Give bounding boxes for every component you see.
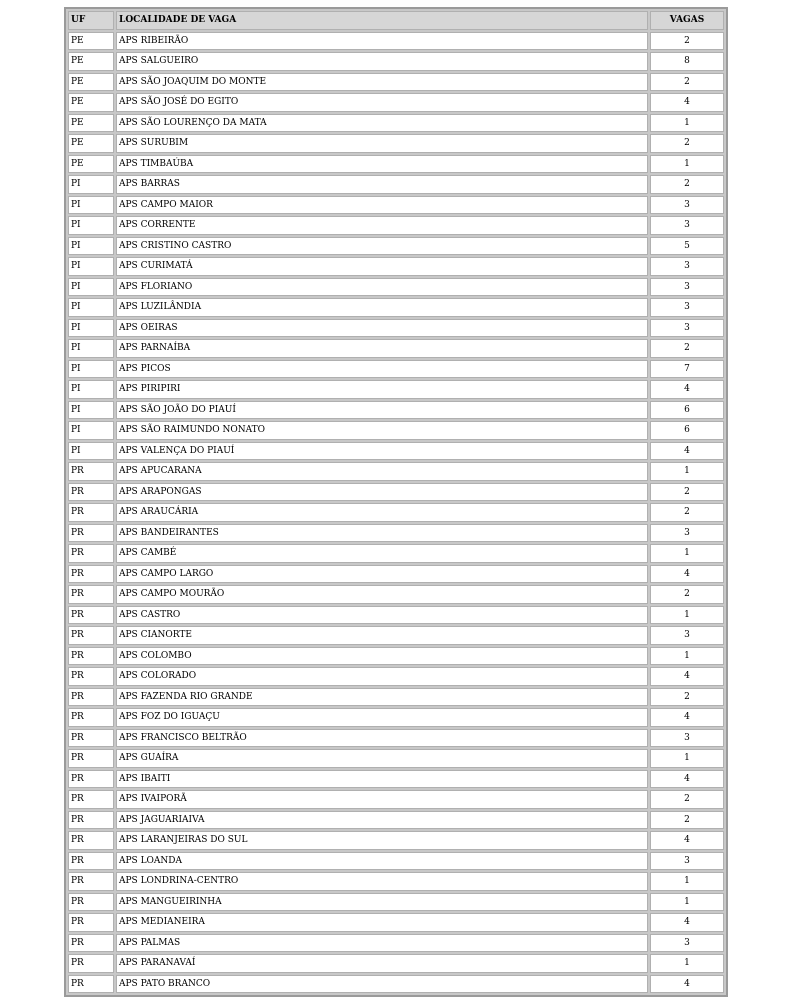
cell-uf: PR [68, 913, 114, 932]
table-row [68, 216, 724, 235]
cell-vagas: 4 [650, 565, 724, 584]
cell-vagas: 4 [650, 831, 724, 850]
cell-uf: PE [68, 73, 114, 92]
cell-vagas: 3 [650, 729, 724, 748]
cell-localidade: APS ARAUCÁRIA [116, 503, 648, 522]
cell-uf: PE [68, 114, 114, 133]
cell-uf: PR [68, 811, 114, 830]
cell-vagas: 1 [650, 647, 724, 666]
cell-vagas: 2 [650, 175, 724, 194]
cell-vagas: 4 [650, 442, 724, 461]
table-row [68, 626, 724, 645]
cell-localidade: APS LARANJEIRAS DO SUL [116, 831, 648, 850]
cell-vagas: 2 [650, 790, 724, 809]
cell-uf: PI [68, 421, 114, 440]
cell-localidade: APS SURUBIM [116, 134, 648, 153]
table-row [68, 749, 724, 768]
cell-uf: PR [68, 585, 114, 604]
cell-uf: PI [68, 401, 114, 420]
cell-vagas: 2 [650, 503, 724, 522]
cell-localidade: APS CURIMATÁ [116, 257, 648, 276]
cell-vagas: 3 [650, 196, 724, 215]
cell-vagas: 3 [650, 278, 724, 297]
cell-vagas: 2 [650, 585, 724, 604]
cell-uf: PI [68, 360, 114, 379]
table-row [68, 278, 724, 297]
cell-uf: PE [68, 93, 114, 112]
cell-uf: PE [68, 32, 114, 51]
cell-uf: PI [68, 278, 114, 297]
table-row [68, 155, 724, 174]
table-row [68, 360, 724, 379]
table-row [68, 442, 724, 461]
cell-localidade: APS BANDEIRANTES [116, 524, 648, 543]
cell-vagas: 4 [650, 708, 724, 727]
cell-localidade: APS FLORIANO [116, 278, 648, 297]
table-row [68, 298, 724, 317]
cell-uf: PI [68, 380, 114, 399]
cell-uf: PR [68, 626, 114, 645]
cell-uf: PI [68, 237, 114, 256]
table-row [68, 462, 724, 481]
cell-vagas: 4 [650, 667, 724, 686]
table-row [68, 585, 724, 604]
cell-localidade: APS CASTRO [116, 606, 648, 625]
cell-uf: PR [68, 647, 114, 666]
table-row [68, 852, 724, 871]
cell-localidade: APS VALENÇA DO PIAUÍ [116, 442, 648, 461]
table-row [68, 893, 724, 912]
table-row [68, 503, 724, 522]
cell-uf: PR [68, 565, 114, 584]
cell-vagas: 1 [650, 544, 724, 563]
cell-vagas: 3 [650, 852, 724, 871]
cell-uf: PE [68, 52, 114, 71]
cell-uf: PE [68, 155, 114, 174]
cell-uf: PR [68, 544, 114, 563]
cell-localidade: APS PATO BRANCO [116, 975, 648, 994]
cell-vagas: 1 [650, 155, 724, 174]
cell-vagas: 1 [650, 954, 724, 973]
table-row [68, 811, 724, 830]
cell-uf: PI [68, 216, 114, 235]
cell-vagas: 7 [650, 360, 724, 379]
cell-vagas: 4 [650, 770, 724, 789]
cell-localidade: APS FOZ DO IGUAÇU [116, 708, 648, 727]
table-row [68, 114, 724, 133]
cell-localidade: APS LUZILÂNDIA [116, 298, 648, 317]
header-localidade: LOCALIDADE DE VAGA [116, 11, 648, 30]
cell-uf: PR [68, 975, 114, 994]
cell-vagas: 5 [650, 237, 724, 256]
table-row [68, 257, 724, 276]
cell-localidade: APS OEIRAS [116, 319, 648, 338]
cell-localidade: APS TIMBAÚBA [116, 155, 648, 174]
cell-localidade: APS PIRIPIRI [116, 380, 648, 399]
cell-vagas: 1 [650, 462, 724, 481]
table-row [68, 52, 724, 71]
cell-uf: PI [68, 257, 114, 276]
cell-uf: PR [68, 893, 114, 912]
cell-uf: PR [68, 954, 114, 973]
cell-vagas: 6 [650, 421, 724, 440]
vacancies-table [66, 9, 726, 995]
cell-localidade: APS CAMPO MAIOR [116, 196, 648, 215]
cell-localidade: APS APUCARANA [116, 462, 648, 481]
cell-localidade: APS SÃO LOURENÇO DA MATA [116, 114, 648, 133]
cell-uf: PR [68, 749, 114, 768]
cell-vagas: 2 [650, 32, 724, 51]
table-row [68, 524, 724, 543]
cell-localidade: APS BARRAS [116, 175, 648, 194]
cell-uf: PR [68, 790, 114, 809]
cell-localidade: APS PICOS [116, 360, 648, 379]
cell-vagas: 2 [650, 688, 724, 707]
table-row [68, 790, 724, 809]
cell-localidade: APS FAZENDA RIO GRANDE [116, 688, 648, 707]
cell-localidade: APS LOANDA [116, 852, 648, 871]
cell-vagas: 2 [650, 811, 724, 830]
table-row [68, 93, 724, 112]
table-row [68, 872, 724, 891]
cell-localidade: APS COLORADO [116, 667, 648, 686]
cell-vagas: 3 [650, 934, 724, 953]
cell-localidade: APS SÃO JOSÉ DO EGITO [116, 93, 648, 112]
table-row [68, 708, 724, 727]
cell-localidade: APS PARNAÍBA [116, 339, 648, 358]
cell-uf: PE [68, 134, 114, 153]
cell-localidade: APS MEDIANEIRA [116, 913, 648, 932]
cell-uf: PR [68, 934, 114, 953]
cell-vagas: 4 [650, 93, 724, 112]
cell-uf: PR [68, 483, 114, 502]
cell-localidade: APS IVAIPORÃ [116, 790, 648, 809]
cell-localidade: APS SÃO JOAQUIM DO MONTE [116, 73, 648, 92]
table-row [68, 975, 724, 994]
cell-uf: PR [68, 606, 114, 625]
table-row [68, 729, 724, 748]
cell-localidade: APS CRISTINO CASTRO [116, 237, 648, 256]
cell-localidade: APS SÃO RAIMUNDO NONATO [116, 421, 648, 440]
table-header-row [68, 11, 724, 30]
cell-localidade: APS CIANORTE [116, 626, 648, 645]
cell-localidade: APS ARAPONGAS [116, 483, 648, 502]
cell-localidade: APS FRANCISCO BELTRÃO [116, 729, 648, 748]
cell-localidade: APS COLOMBO [116, 647, 648, 666]
cell-localidade: APS LONDRINA-CENTRO [116, 872, 648, 891]
table-row [68, 32, 724, 51]
table-row [68, 544, 724, 563]
table-row [68, 421, 724, 440]
table-row [68, 73, 724, 92]
cell-localidade: APS JAGUARIAIVA [116, 811, 648, 830]
cell-vagas: 1 [650, 893, 724, 912]
cell-vagas: 2 [650, 483, 724, 502]
table-row [68, 954, 724, 973]
cell-localidade: APS CAMBÉ [116, 544, 648, 563]
table-row [68, 913, 724, 932]
table-row [68, 401, 724, 420]
cell-localidade: APS PALMAS [116, 934, 648, 953]
table-row [68, 934, 724, 953]
cell-uf: PI [68, 196, 114, 215]
cell-vagas: 2 [650, 339, 724, 358]
cell-vagas: 4 [650, 380, 724, 399]
cell-uf: PR [68, 852, 114, 871]
cell-vagas: 3 [650, 319, 724, 338]
table-row [68, 565, 724, 584]
cell-localidade: APS IBAITI [116, 770, 648, 789]
table-row [68, 196, 724, 215]
cell-uf: PR [68, 667, 114, 686]
cell-vagas: 1 [650, 606, 724, 625]
cell-vagas: 3 [650, 216, 724, 235]
cell-uf: PR [68, 831, 114, 850]
cell-uf: PR [68, 770, 114, 789]
cell-localidade: APS MANGUEIRINHA [116, 893, 648, 912]
cell-uf: PI [68, 319, 114, 338]
cell-uf: PR [68, 729, 114, 748]
cell-vagas: 8 [650, 52, 724, 71]
table-row [68, 606, 724, 625]
cell-localidade: APS CORRENTE [116, 216, 648, 235]
table-row [68, 134, 724, 153]
cell-vagas: 3 [650, 298, 724, 317]
cell-uf: PI [68, 298, 114, 317]
cell-uf: PR [68, 462, 114, 481]
table-row [68, 380, 724, 399]
header-uf: UF [68, 11, 114, 30]
cell-localidade: APS SALGUEIRO [116, 52, 648, 71]
cell-uf: PR [68, 503, 114, 522]
cell-vagas: 1 [650, 749, 724, 768]
table-row [68, 483, 724, 502]
cell-vagas: 4 [650, 975, 724, 994]
header-vagas: VAGAS [650, 11, 724, 30]
cell-vagas: 3 [650, 524, 724, 543]
cell-uf: PR [68, 524, 114, 543]
cell-vagas: 1 [650, 114, 724, 133]
cell-uf: PI [68, 175, 114, 194]
table-row [68, 339, 724, 358]
cell-uf: PI [68, 339, 114, 358]
table-row [68, 831, 724, 850]
table-body [68, 32, 724, 994]
cell-localidade: APS GUAÍRA [116, 749, 648, 768]
cell-localidade: APS SÃO JOÃO DO PIAUÍ [116, 401, 648, 420]
cell-uf: PR [68, 708, 114, 727]
cell-vagas: 6 [650, 401, 724, 420]
cell-vagas: 1 [650, 872, 724, 891]
cell-uf: PI [68, 442, 114, 461]
table-row [68, 770, 724, 789]
cell-vagas: 2 [650, 73, 724, 92]
cell-vagas: 3 [650, 257, 724, 276]
table-row [68, 647, 724, 666]
cell-uf: PR [68, 688, 114, 707]
table-row [68, 667, 724, 686]
table-row [68, 688, 724, 707]
cell-localidade: APS CAMPO MOURÃO [116, 585, 648, 604]
table-row [68, 319, 724, 338]
cell-vagas: 2 [650, 134, 724, 153]
cell-localidade: APS CAMPO LARGO [116, 565, 648, 584]
vacancies-table-container [64, 7, 728, 997]
cell-localidade: APS PARANAVAÍ [116, 954, 648, 973]
table-row [68, 175, 724, 194]
cell-localidade: APS RIBEIRÃO [116, 32, 648, 51]
cell-uf: PR [68, 872, 114, 891]
table-row [68, 237, 724, 256]
cell-vagas: 3 [650, 626, 724, 645]
cell-vagas: 4 [650, 913, 724, 932]
